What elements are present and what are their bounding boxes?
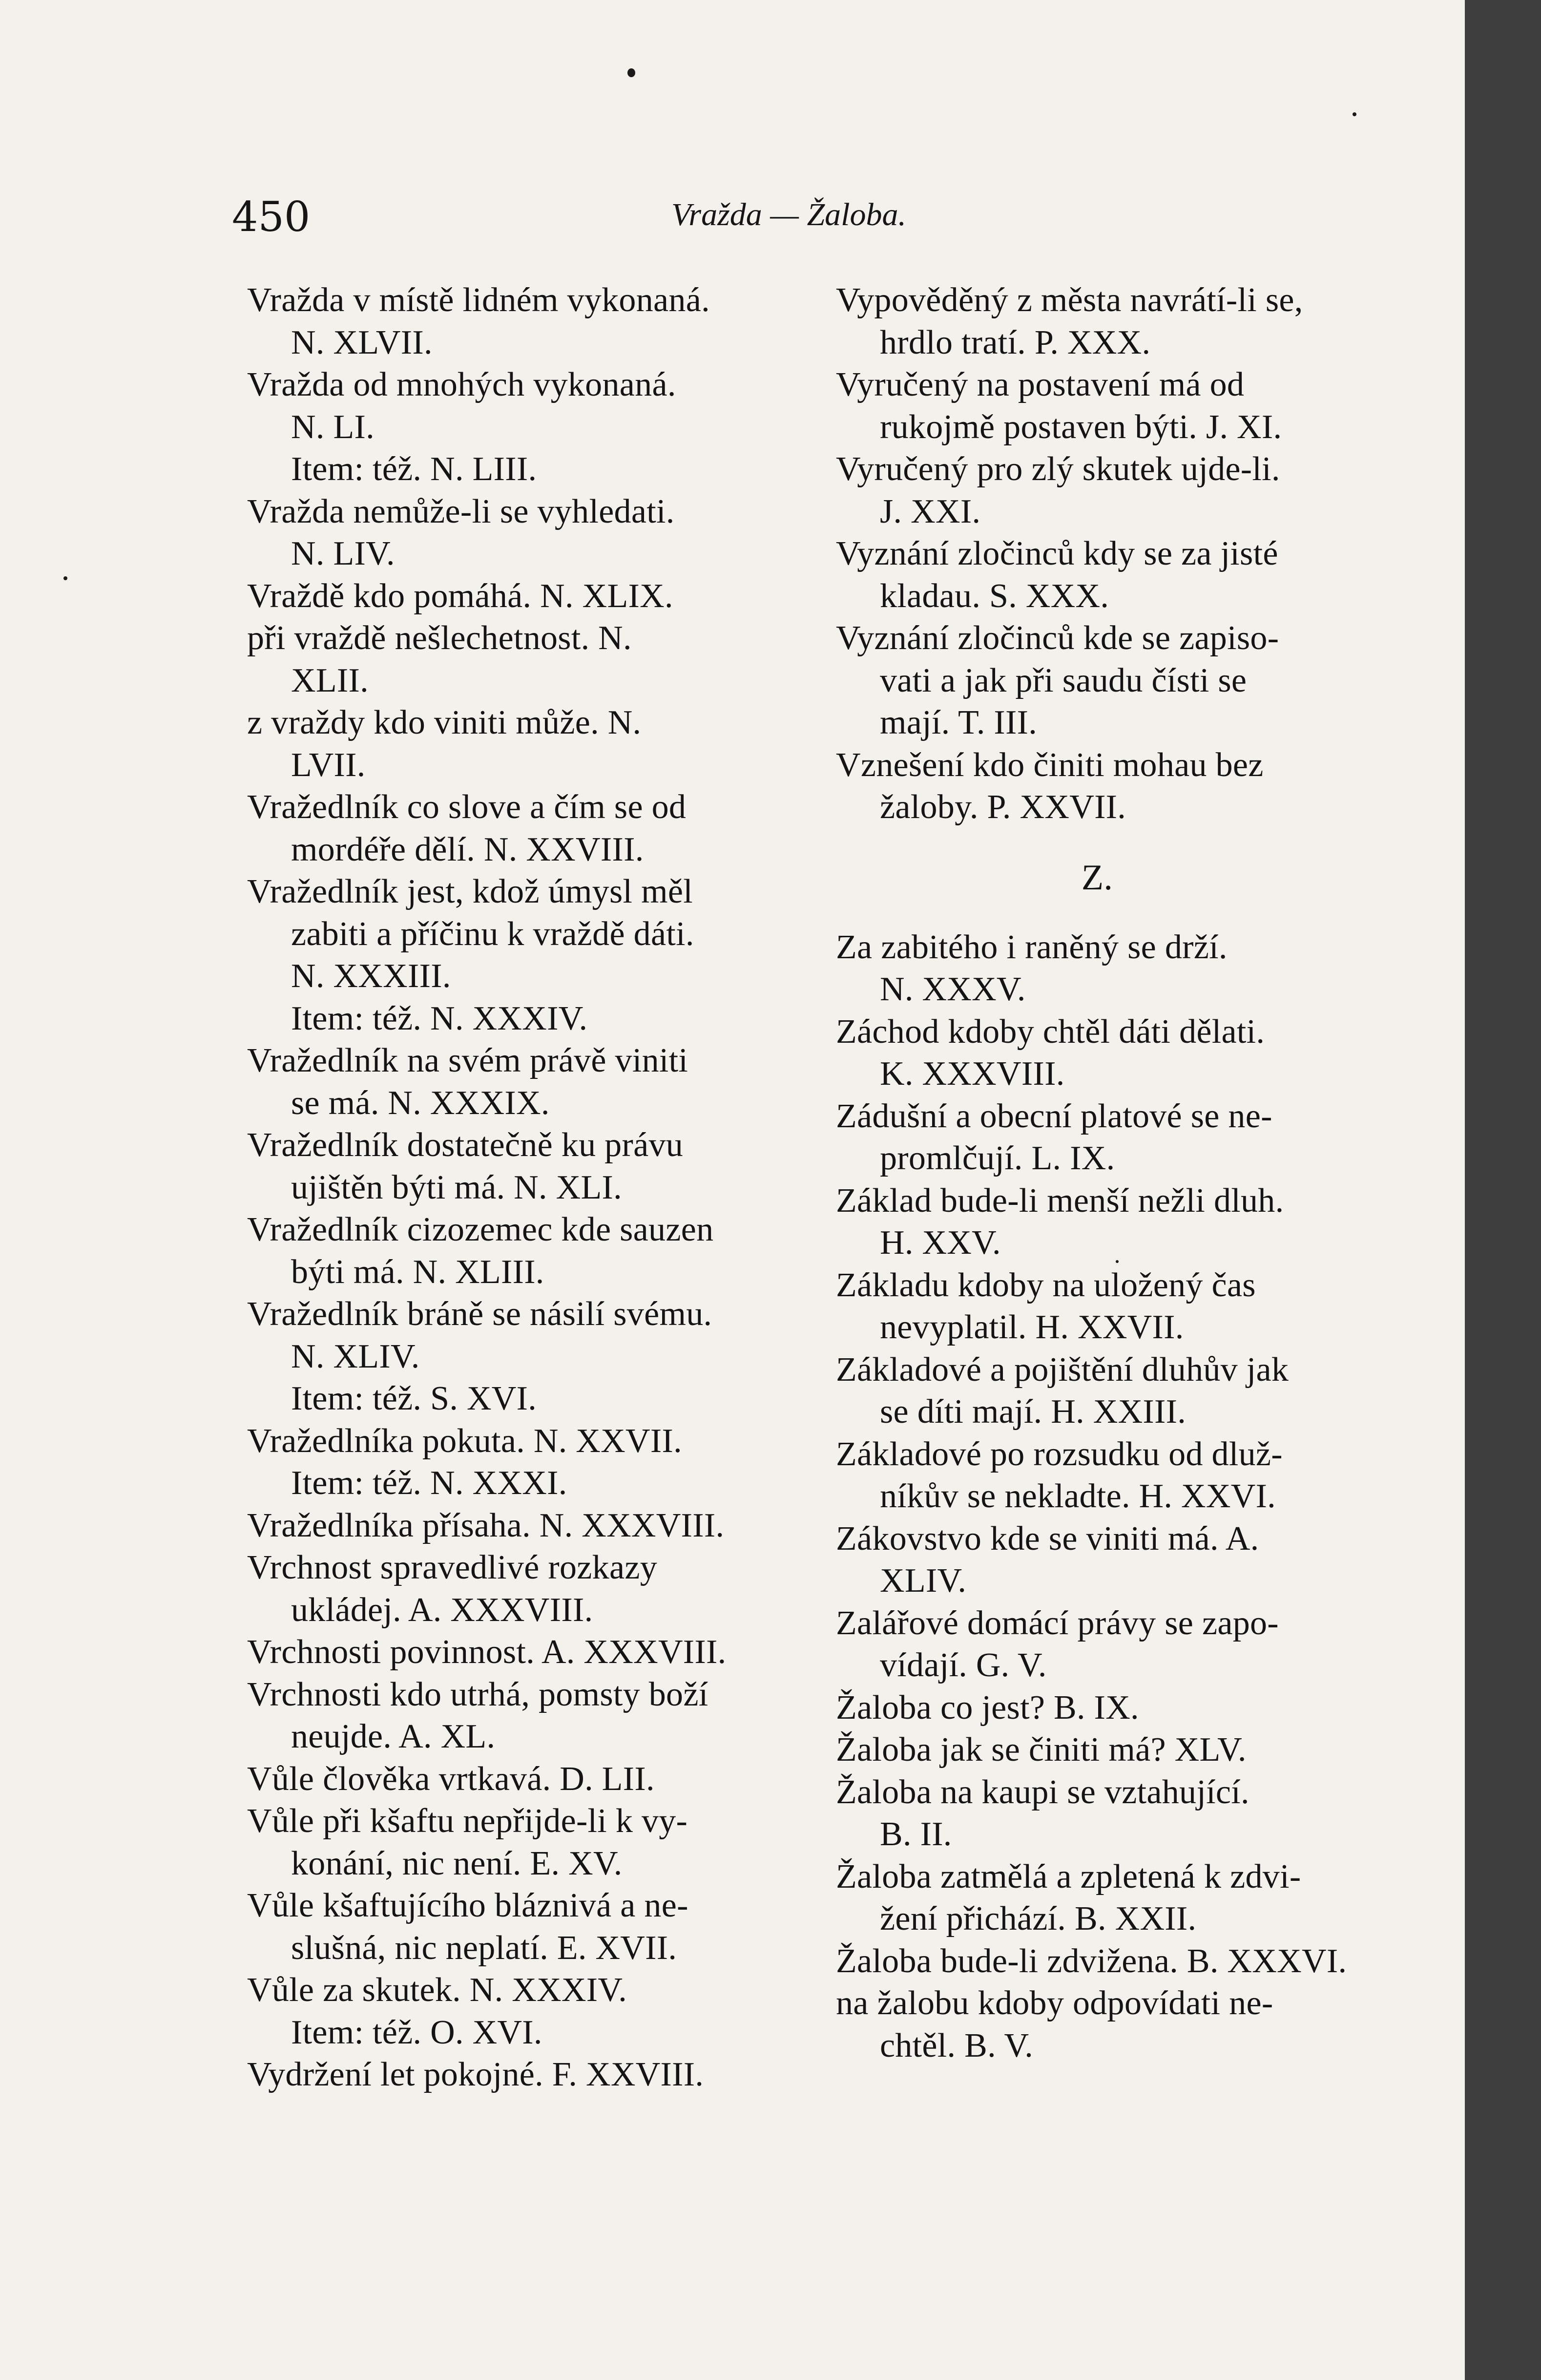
index-entry-continuation: XLII.: [291, 661, 369, 699]
index-entry-continuation: rukojmě postaven býti. J. XI.: [880, 408, 1282, 446]
index-entry: Za zabitého i raněný se drží.: [836, 928, 1228, 966]
index-entry: Vyznání zločinců kdy se za jisté: [836, 535, 1278, 572]
scan-speck: [1353, 112, 1356, 116]
index-entry: Základ bude-li menší nežli dluh.: [836, 1181, 1284, 1220]
left-column: [247, 279, 799, 2096]
index-entry: Vůle člověka vrtkavá. D. LII.: [247, 1760, 655, 1798]
scan-speck: [1116, 1260, 1119, 1263]
index-entry: Vražedlník dostatečně ku právu: [247, 1126, 684, 1164]
index-entry: Vražda nemůže-li se vyhledati.: [247, 492, 675, 530]
index-entry-continuation: K. XXXVIII.: [880, 1055, 1065, 1093]
index-entry-continuation: konání, nic není. E. XV.: [291, 1844, 623, 1882]
index-entry-continuation: se má. N. XXXIX.: [291, 1084, 550, 1122]
right-column-z-entries: [836, 927, 1388, 2067]
index-entry-continuation: promlčují. L. IX.: [880, 1139, 1115, 1177]
index-entry: Záchod kdoby chtěl dáti dělati.: [836, 1012, 1265, 1051]
index-entry: Základové a pojištění dluhův jak: [836, 1350, 1289, 1389]
index-entry: Vznešení kdo činiti mohau bez: [836, 746, 1264, 784]
index-entry-continuation: vati a jak při saudu čísti se: [880, 661, 1247, 699]
index-entry: Vražedlníka pokuta. N. XXVII.: [247, 1422, 682, 1460]
index-item-reference: Item: též. O. XVI.: [291, 2013, 542, 2051]
index-entry-continuation: N. XLVII.: [291, 323, 433, 361]
index-entry-continuation: N. LIV.: [291, 535, 395, 572]
index-entry: Žaloba na kaupi se vztahující.: [836, 1773, 1249, 1811]
index-entry: Vypověděný z města navrátí-li se,: [836, 281, 1303, 319]
index-entry-continuation: žaloby. P. XXVII.: [880, 788, 1126, 826]
running-title: Vražda — Žaloba.: [671, 197, 907, 232]
index-entry-continuation: LVII.: [291, 746, 366, 784]
index-entry: Vražedlník co slove a čím se od: [247, 788, 687, 826]
index-entry: Zádušní a obecní platové se ne-: [836, 1097, 1272, 1135]
index-entry: Vyznání zločinců kde se zapiso-: [836, 619, 1279, 657]
index-entry: Vůle při kšaftu nepřijde-li k vy-: [247, 1802, 688, 1840]
index-entry-continuation: hrdlo tratí. P. XXX.: [880, 323, 1151, 361]
index-entry: Vůle kšaftujícího bláznivá a ne-: [247, 1887, 688, 1924]
index-item-reference: Item: též. N. LIII.: [291, 450, 537, 488]
page-number: 450: [232, 193, 311, 241]
index-entry-continuation: níkův se nekladte. H. XXVI.: [880, 1477, 1276, 1515]
index-entry-continuation: ujištěn býti má. N. XLI.: [291, 1168, 622, 1206]
index-item-reference: Item: též. S. XVI.: [291, 1380, 537, 1417]
scan-speck: [63, 576, 67, 580]
index-entry: Vražedlníka přísaha. N. XXXVIII.: [247, 1506, 725, 1544]
index-entry: Vražedlník cizozemec kde sauzen: [247, 1211, 714, 1248]
index-entry-continuation: nevyplatil. H. XXVII.: [880, 1308, 1184, 1346]
index-entry: Vyručený pro zlý skutek ujde-li.: [836, 450, 1280, 488]
right-column-v-entries: [836, 279, 1388, 829]
index-entry-continuation: neujde. A. XL.: [291, 1718, 496, 1755]
index-entry-continuation: slušná, nic neplatí. E. XVII.: [291, 1929, 677, 1967]
index-entry: Zákovstvo kde se viniti má. A.: [836, 1519, 1259, 1558]
index-entry-continuation: B. II.: [880, 1815, 952, 1853]
index-entry: na žalobu kdoby odpovídati ne-: [836, 1984, 1273, 2022]
index-entry-continuation: býti má. N. XLIII.: [291, 1253, 544, 1291]
index-entry: z vraždy kdo viniti může. N.: [247, 704, 642, 741]
index-entry: při vraždě nešlechetnost. N.: [247, 619, 632, 657]
index-entry-continuation: H. XXV.: [880, 1224, 1001, 1262]
index-entry: Vrchnost spravedlivé rozkazy: [247, 1549, 657, 1586]
index-entry: Vyručený na postavení má od: [836, 366, 1245, 403]
index-entry: Vrchnosti povinnost. A. XXXVIII.: [247, 1633, 727, 1671]
index-entry: Vrchnosti kdo utrhá, pomsty boží: [247, 1675, 708, 1713]
right-column: [836, 279, 1388, 2067]
index-entry: Vydržení let pokojné. F. XXVIII.: [247, 2056, 704, 2093]
index-entry: Vražda od mnohých vykonaná.: [247, 366, 676, 403]
index-entry: Vůle za skutek. N. XXXIV.: [247, 1971, 627, 2009]
index-entry: Vražda v místě lidném vykonaná.: [247, 281, 710, 319]
index-entry: Žaloba jak se činiti má? XLV.: [836, 1731, 1247, 1769]
index-entry: Vražedlník jest, kdož úmysl měl: [247, 873, 693, 910]
index-entry-continuation: N. XXXV.: [880, 970, 1026, 1008]
index-entry: Vražedlník bráně se násilí svému.: [247, 1295, 712, 1333]
index-entry-continuation: ukládej. A. XXXVIII.: [291, 1591, 593, 1629]
index-entry-continuation: J. XXI.: [880, 492, 981, 530]
index-entry: Zalářové domácí právy se zapo-: [836, 1604, 1279, 1642]
index-entry-continuation: N. XXXIII.: [291, 957, 451, 995]
index-entry: Žaloba co jest? B. IX.: [836, 1688, 1139, 1727]
index-entry-continuation: chtěl. B. V.: [880, 2026, 1034, 2064]
index-entry: Vraždě kdo pomáhá. N. XLIX.: [247, 577, 673, 615]
index-entry-continuation: N. LI.: [291, 408, 375, 446]
index-item-reference: Item: též. N. XXXI.: [291, 1464, 567, 1502]
index-entry-continuation: mordéře dělí. N. XXVIII.: [291, 830, 644, 868]
index-entry-continuation: N. XLIV.: [291, 1337, 420, 1375]
index-entry-continuation: zabiti a příčinu k vraždě dáti.: [291, 915, 694, 953]
index-entry: Vražedlník na svém právě viniti: [247, 1042, 688, 1079]
section-heading-z: Z.: [1081, 857, 1113, 898]
index-entry-continuation: žení přichází. B. XXII.: [880, 1900, 1197, 1938]
index-entry-continuation: kladau. S. XXX.: [880, 577, 1109, 615]
index-item-reference: Item: též. N. XXXIV.: [291, 999, 588, 1037]
index-entry-continuation: mají. T. III.: [880, 704, 1038, 741]
index-entry: Základu kdoby na uložený čas: [836, 1266, 1256, 1304]
index-entry-continuation: se díti mají. H. XXIII.: [880, 1393, 1187, 1431]
index-entry-continuation: XLIV.: [880, 1562, 967, 1600]
index-entry-continuation: vídají. G. V.: [880, 1646, 1047, 1684]
index-entry: Žaloba zatmělá a zpletená k zdvi-: [836, 1857, 1301, 1896]
scan-speck: [627, 68, 635, 77]
index-entry: Základové po rozsudku od dluž-: [836, 1435, 1283, 1473]
index-entry: Žaloba bude-li zdvižena. B. XXXVI.: [836, 1942, 1347, 1980]
